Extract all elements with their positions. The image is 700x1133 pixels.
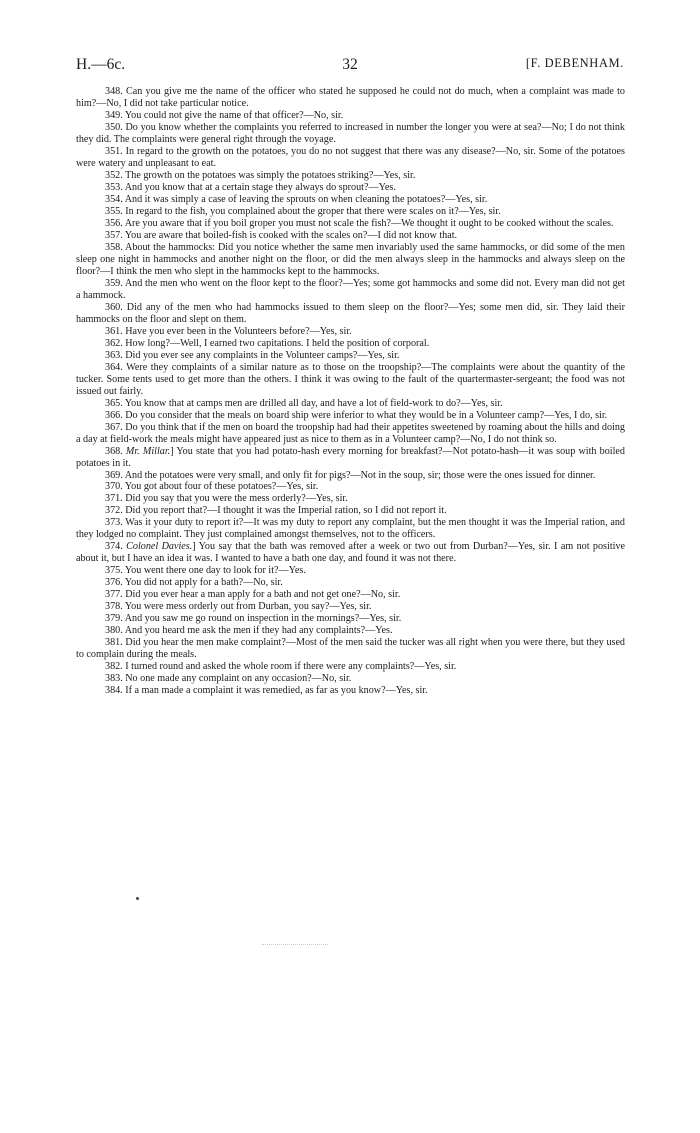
- question-paragraph: [76, 661, 625, 673]
- paragraph-text: 380. And you heard me ask the men if they had any complaints?—Yes.: [105, 625, 393, 637]
- speaker-name: Mr. Millar.: [125, 445, 171, 457]
- paragraph-text: 354. And it was simply a case of leaving the sprouts on when cleaning the potatoes?—Yes, sir.: [105, 193, 488, 205]
- paragraph-text: 360. Did any of the men who had hammocks issued to them sleep on the floor?—Yes; some men did, sir. They laid their hammocks on the floor and slept on them.: [76, 301, 625, 325]
- paragraph-text: 375. You went there one day to look for it?—Yes.: [105, 565, 306, 577]
- question-paragraph: [76, 601, 625, 613]
- paragraph-text: ] You state that you had potato-hash every morning for breakfast?—Not potato-hash—it was soup with boiled potatoes in it.: [76, 445, 625, 469]
- paragraph-text: 376. You did not apply for a bath?—No, sir.: [105, 577, 283, 589]
- question-paragraph: [76, 170, 625, 182]
- paragraph-text: 364. Were they complaints of a similar nature as to those on the troopship?—The complaints were about the quantity of the tucker. Some tents used to get more than the others. I think it was owing to the fault of the quartermaster-sergeant; the food was not issued out fairly.: [76, 361, 625, 397]
- question-paragraph: [76, 206, 625, 218]
- faint-rule: [262, 944, 328, 945]
- question-paragraph: [76, 613, 625, 625]
- paragraph-text: 379. And you saw me go round on inspection in the mornings?—Yes, sir.: [105, 613, 402, 625]
- question-paragraph: [76, 589, 625, 601]
- paragraph-text: 378. You were mess orderly out from Durban, you say?—Yes, sir.: [105, 601, 372, 613]
- question-paragraph: [76, 182, 625, 194]
- question-paragraph: [76, 541, 625, 565]
- paragraph-text: 372. Did you report that?—I thought it was the Imperial ration, so I did not report it.: [105, 505, 447, 517]
- paragraph-text: 351. In regard to the growth on the potatoes, you do no not suggest that there was any disease?—No, sir. Some of the potatoes were watery and unpleasant to eat.: [76, 145, 625, 169]
- page-number: 32: [342, 56, 358, 73]
- paragraph-text: 367. Do you think that if the men on board the troopship had had their appetites sweetened by roaming about the hills and doing a day at field-work the meals might have appeared just as nice to them as in a Volunteer camp?—No, I do not think so.: [76, 421, 625, 445]
- question-number: 368.: [105, 445, 123, 457]
- paragraph-text: 384. If a man made a complaint it was remedied, as far as you know?—Yes, sir.: [105, 685, 428, 697]
- question-paragraph: [76, 338, 625, 350]
- question-paragraph: [76, 110, 625, 122]
- question-paragraph: [76, 637, 625, 661]
- question-paragraph: [76, 86, 625, 110]
- paragraph-text: 359. And the men who went on the floor kept to the floor?—Yes; some got hammocks and some did not. Every man did not get a hammock.: [76, 277, 625, 301]
- paragraph-text: 350. Do you know whether the complaints you referred to increased in number the longer you were at sea?—No; I do not think they did. The complaints were general right through the voyage.: [76, 121, 625, 145]
- paragraph-text: 371. Did you say that you were the mess orderly?—Yes, sir.: [105, 493, 348, 505]
- witness-name: [F. DEBENHAM.: [525, 56, 624, 70]
- question-paragraph: [76, 350, 625, 362]
- question-paragraph: [76, 673, 625, 685]
- paragraph-text: 361. Have you ever been in the Volunteers before?—Yes, sir.: [105, 325, 352, 337]
- paragraph-text: 381. Did you hear the men make complaint?—Most of the men said the tucker was all right when you were there, but they used to complain during the meals.: [76, 637, 625, 661]
- paragraph-text: 353. And you know that at a certain stage they always do sprout?—Yes.: [105, 181, 396, 193]
- question-paragraph: [76, 122, 625, 146]
- paragraph-text: 358. About the hammocks: Did you notice whether the same men invariably used the same hammocks, or did some of the men sleep one night in hammocks and another night on the floor, or did the men always sleep in the hammocks and always sleep on the floor?—I think the men who slept in the hammocks kept to the hammocks.: [76, 241, 625, 277]
- page-header: [76, 56, 624, 76]
- paragraph-text: 355. In regard to the fish, you complained about the groper that there were scales on it?—Yes, sir.: [105, 205, 501, 217]
- question-paragraph: [76, 278, 625, 302]
- question-paragraph: [76, 242, 625, 278]
- paragraph-text: 352. The growth on the potatoes was simply the potatoes striking?—Yes, sir.: [105, 169, 416, 181]
- paragraph-text: 348. Can you give me the name of the officer who stated he supposed he could not do much, when a complaint was made to him?—No, I did not take particular notice.: [76, 86, 625, 109]
- paragraph-text: 369. And the potatoes were very small, and only fit for pigs?—Not in the soup, sir; those were the ones issued for dinner.: [105, 469, 596, 481]
- paragraph-text: 377. Did you ever hear a man apply for a bath and not get one?—No, sir.: [105, 589, 401, 601]
- question-paragraph: [76, 577, 625, 589]
- question-paragraph: [76, 230, 625, 242]
- question-paragraph: [76, 493, 625, 505]
- paragraph-text: 349. You could not give the name of that officer?—No, sir.: [105, 109, 344, 121]
- paper-reference: H.—6c.: [76, 56, 126, 73]
- question-paragraph: [76, 194, 625, 206]
- question-paragraph: [76, 505, 625, 517]
- paragraph-text: 356. Are you aware that if you boil groper you must not scale the fish?—We thought it ought to be cooked without the scales.: [105, 217, 614, 229]
- speaker-name: Colonel Davies.: [126, 541, 193, 553]
- paragraph-text: 366. Do you consider that the meals on board ship were inferior to what they would be in a Volunteer camp?—Yes, I do, sir.: [105, 409, 608, 421]
- question-paragraph: [76, 685, 625, 697]
- paragraph-text: 357. You are aware that boiled-fish is cooked with the scales on?—I did not know that.: [105, 229, 458, 241]
- paragraph-text: 370. You got about four of these potatoes?—Yes, sir.: [105, 481, 319, 493]
- question-paragraph: [76, 362, 625, 398]
- paragraph-text: 383. No one made any complaint on any occasion?—No, sir.: [105, 673, 352, 685]
- question-paragraph: [76, 481, 625, 493]
- paragraph-text: 382. I turned round and asked the whole room if there were any complaints?—Yes, sir.: [105, 661, 457, 673]
- stray-mark: [136, 897, 139, 900]
- question-paragraph: [76, 146, 625, 170]
- paragraph-text: 363. Did you ever see any complaints in the Volunteer camps?—Yes, sir.: [105, 349, 400, 361]
- question-number: 374.: [105, 541, 123, 553]
- transcript-body: [76, 86, 625, 697]
- question-paragraph: [76, 517, 625, 541]
- question-paragraph: [76, 565, 625, 577]
- question-paragraph: [76, 625, 625, 637]
- paragraph-text: 373. Was it your duty to report it?—It was my duty to report any complaint, but the men thought it was the Imperial ration, and they lodged no complaint. They just complained amongst themselves, not to the officers.: [76, 517, 625, 541]
- paragraph-text: 362. How long?—Well, I earned two capitations. I held the position of corporal.: [105, 337, 430, 349]
- paragraph-text: ] You say that the bath was removed after a week or two out from Durban?—Yes, sir. I am not positive about it, but I have an idea it was. I wanted to have a bath one day, and found it was not there.: [76, 541, 625, 565]
- question-paragraph: [76, 410, 625, 422]
- question-paragraph: [76, 302, 625, 326]
- question-paragraph: [76, 446, 625, 470]
- question-paragraph: [76, 470, 625, 482]
- question-paragraph: [76, 218, 625, 230]
- paragraph-text: 365. You know that at camps men are drilled all day, and have a lot of field-work to do?—Yes, sir.: [105, 397, 503, 409]
- question-paragraph: [76, 422, 625, 446]
- question-paragraph: [76, 398, 625, 410]
- question-paragraph: [76, 326, 625, 338]
